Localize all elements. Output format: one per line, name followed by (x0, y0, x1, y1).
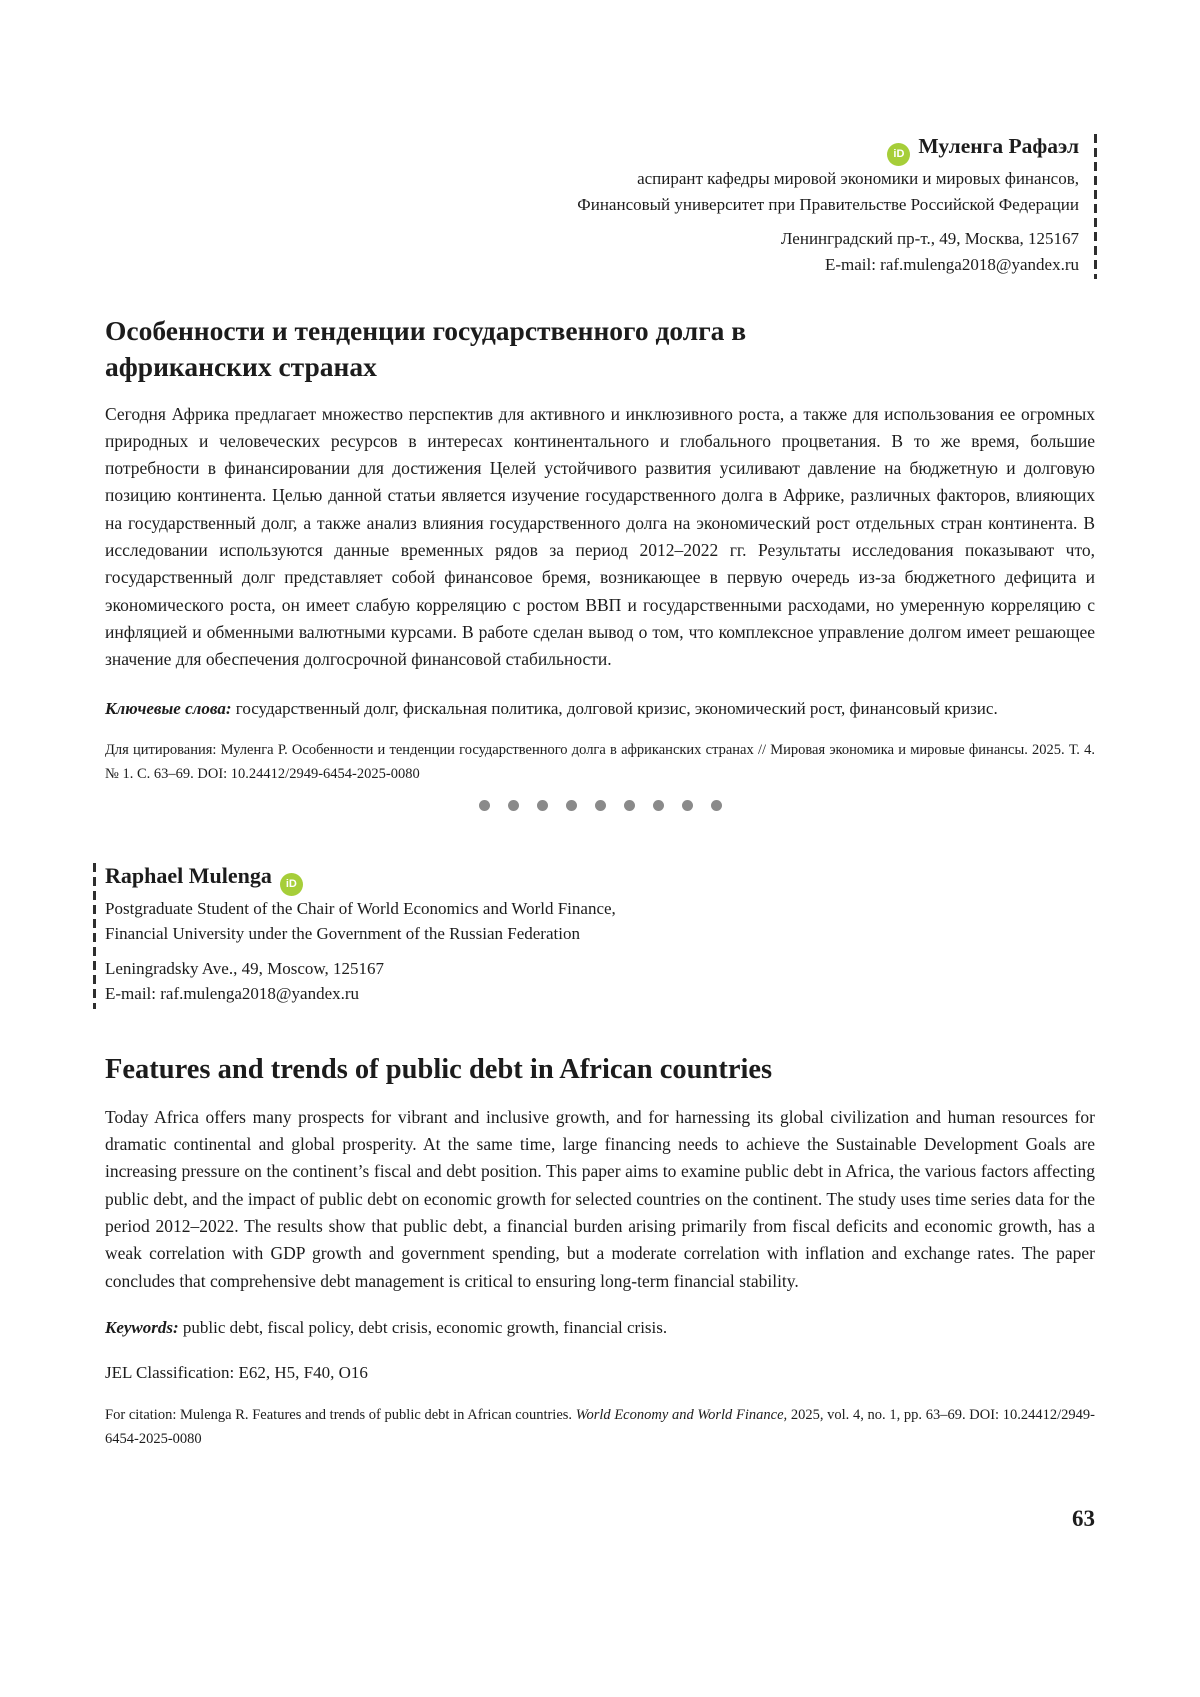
ru-keywords-label: Ключевые слова: (105, 698, 232, 718)
page-number: 63 (1072, 1506, 1095, 1531)
ru-author-email: E-mail: raf.mulenga2018@yandex.ru (824, 254, 1079, 274)
dots-separator (105, 800, 1095, 811)
dot (711, 800, 722, 811)
en-keywords-text: public debt, fiscal policy, debt crisis, economic growth, financial crisis. (178, 1317, 668, 1337)
ru-citation-text: Муленга Р. Особенности и тенденции государственного долга в африканских странах // Мировая экономика и мировые финансы. 2025. Т. 4. № 1. С. 63–69. DOI: 10.24412/2949-6454-2025-0080 (105, 742, 1095, 783)
dot (479, 800, 490, 811)
dot (624, 800, 635, 811)
en-author-affiliation-line2: Financial University under the Government of the Russian Federation (105, 924, 580, 944)
en-author-email: E-mail: raf.mulenga2018@yandex.ru (105, 984, 360, 1004)
en-citation-part1: Mulenga R. Features and trends of public debt in African countries. (176, 1406, 576, 1423)
ru-citation (105, 738, 1095, 787)
ru-abstract: Сегодня Африка предлагает множество перспектив для активного и инклюзивного роста, а также для использования ее огромных природных и человеческих ресурсов в интересах континентального и глобального процветания. В то же время, большие потребности в финансировании для достижения Целей устойчивого развития усиливают давление на бюджетную и долговую позицию континента. Целью данной статьи является изучение государственного долга в Африке, различных факторов, влияющих на государственный долг, а также анализ влияния государственного долга на экономический рост отдельных стран континента. В исследовании используются данные временных рядов за период 2012–2022 гг. Результаты исследования показывают что, государственный долг представляет собой финансовое бремя, возникающее в первую очередь из-за бюджетного дефицита и экономического роста, он имеет слабую корреляцию с ростом ВВП и государственными расходами, но умеренную корреляцию с инфляцией и обменными валютными курсами. В работе сделан вывод о том, что комплексное управление долгом имеет решающее значение для обеспечения долгосрочной финансовой стабильности. (105, 403, 1095, 670)
en-author-name: Raphael Mulenga (105, 862, 272, 888)
ru-author-contact (105, 226, 1079, 277)
orcid-icon[interactable]: iD (887, 143, 910, 166)
ru-citation-label: Для цитирования: (105, 742, 217, 759)
en-citation-part2: 2025, vol. 4, no. 1, pp. 63–69. DOI: 10.24412/2949-6454-2025-0080 (105, 1406, 1095, 1448)
dot (566, 800, 577, 811)
en-author-block (105, 861, 1095, 1007)
orcid-icon[interactable]: iD (280, 873, 303, 896)
ru-author-name-row (105, 132, 1079, 166)
en-keywords (105, 1315, 1095, 1341)
dot (682, 800, 693, 811)
en-author-contact (105, 956, 1095, 1007)
dot (537, 800, 548, 811)
ru-author-divider (1094, 134, 1097, 279)
ru-title: Особенности и тенденции государственного долга в африканских странах (105, 315, 747, 383)
dot (595, 800, 606, 811)
en-keywords-label: Keywords: (105, 1317, 179, 1337)
ru-keywords-text: государственный долг, фискальная политика, долговой кризис, экономический рост, финансовый кризис. (231, 698, 998, 718)
ru-author-address: Ленинградский пр-т., 49, Москва, 125167 (780, 229, 1079, 248)
dot (508, 800, 519, 811)
en-author-name-row (105, 861, 1095, 896)
en-citation-journal: World Economy and World Finance, (575, 1406, 788, 1423)
dot (653, 800, 664, 811)
en-author-address: Leningradsky Ave., 49, Moscow, 125167 (105, 958, 385, 978)
page-content (105, 0, 1095, 1452)
en-author-affiliation-line1: Postgraduate Student of the Chair of World Economics and World Finance, (105, 898, 616, 918)
en-title: Features and trends of public debt in African countries (105, 1053, 773, 1085)
ru-author-affiliation-line2: Финансовый университет при Правительстве Российской Федерации (577, 194, 1079, 214)
ru-author-name: Муленга Рафаэл (918, 134, 1079, 158)
en-citation (105, 1403, 1095, 1452)
en-citation-label: For citation: (105, 1406, 177, 1423)
ru-author-affiliation-line1: аспирант кафедры мировой экономики и мировых финансов, (637, 169, 1079, 188)
en-author-divider (93, 863, 96, 1009)
en-abstract: Today Africa offers many prospects for vibrant and inclusive growth, and for harnessing its global civilization and human resources for dramatic continental and global prosperity. At the same time, large financing needs to achieve the Sustainable Development Goals are increasing pressure on the continent’s fiscal and debt position. This paper aims to examine public debt in Africa, the various factors affecting public debt, and the impact of public debt on economic growth for selected countries on the continent. The study uses time series data for the period 2012–2022. The results show that public debt, a financial burden arising primarily from fiscal deficits and economic growth, has a weak correlation with GDP growth and government spending, but a moderate correlation with inflation and exchange rates. The paper concludes that comprehensive debt management is critical to ensuring long-term financial stability. (105, 1106, 1095, 1291)
ru-keywords (105, 696, 1095, 722)
ru-author-block (105, 132, 1095, 277)
jel-classification: JEL Classification: E62, H5, F40, O16 (105, 1363, 368, 1383)
